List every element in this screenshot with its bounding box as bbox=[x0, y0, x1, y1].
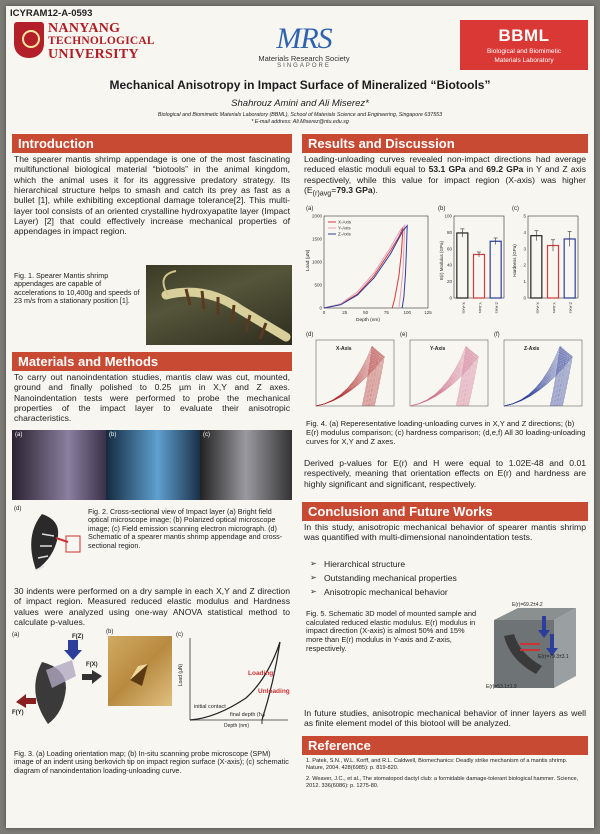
results-value-x: 79.3 GPa bbox=[336, 184, 373, 195]
fig4c-chart bbox=[512, 206, 584, 326]
poster-code: ICYRAM12-A-0593 bbox=[10, 8, 93, 19]
mrs-name: Materials Research Society bbox=[258, 54, 350, 63]
bundle-frame bbox=[410, 340, 488, 406]
fig4b-category-label: X-Axis bbox=[461, 302, 467, 314]
fig4a-xtick-label: 125 bbox=[424, 310, 432, 315]
fig4b-chart bbox=[438, 206, 508, 326]
results-text bbox=[304, 154, 586, 198]
mrs-city: SINGAPORE bbox=[277, 63, 331, 69]
fig3c-final-text: final depth (h bbox=[230, 712, 262, 718]
fig4c-frame bbox=[528, 216, 578, 298]
fig4b-ylabel: E(r) Modulus (GPa) bbox=[439, 240, 445, 281]
fig3c-final-close: ) bbox=[263, 712, 265, 718]
fig4c-category-label: X-Axis bbox=[535, 302, 541, 314]
orientation-diagram bbox=[12, 632, 104, 728]
fig3c-ylabel: Load (µN) bbox=[178, 663, 185, 687]
bullet-item: ➢ Hierarchical structure bbox=[310, 558, 510, 572]
bbml-logo bbox=[460, 20, 588, 70]
fig4a-xtick-label: 0 bbox=[322, 310, 326, 315]
fig4b-ytick-label: 20 bbox=[446, 279, 452, 285]
reference-list bbox=[306, 758, 586, 793]
fig2-label-c: (c) bbox=[203, 432, 210, 438]
fig4a-chart bbox=[306, 206, 434, 326]
fig4a-ytick-label: 1500 bbox=[311, 236, 322, 242]
fig4a-title: (a) bbox=[306, 206, 314, 212]
fig4c-ytick-label: 1 bbox=[523, 279, 526, 285]
fig4b-svg bbox=[438, 206, 508, 326]
results-value-z: 69.2 GPa bbox=[486, 164, 524, 175]
fig4c-ytick-label: 5 bbox=[523, 213, 526, 219]
fig3c-loading-label: Loading bbox=[248, 670, 274, 677]
fig4c-ytick-label: 2 bbox=[523, 262, 526, 268]
fig4d-label: X-Axis bbox=[336, 346, 352, 352]
fig4f-chart bbox=[494, 332, 586, 414]
bullet-item: ➢ Anisotropic mechanical behavior bbox=[310, 586, 510, 600]
fig4a-legend-label: X-Axis bbox=[338, 219, 352, 225]
fig4-panel bbox=[306, 206, 586, 418]
poster bbox=[6, 6, 594, 828]
bundle-frame bbox=[316, 340, 394, 406]
fig4a-ytick-label: 0 bbox=[319, 305, 322, 311]
fig4c-title: (c) bbox=[512, 206, 519, 212]
conclusion-heading: Conclusion and Future Works bbox=[302, 502, 588, 521]
fig2-caption: Fig. 2. Cross-sectional view of Impact layer (a) Bright field optical microscope image; (b) Polarized optical microscope image; (c) Field emission scanning electron micrograph. (d) Schematic of a spearer mantis shrimp appendage and cross-sectional region. bbox=[88, 507, 283, 550]
fig2a-brightfield bbox=[12, 430, 106, 500]
fig5-label-z: E(r)=69.2±4.2 bbox=[512, 602, 543, 608]
fig4b-category-label: Y-Axis bbox=[478, 302, 483, 314]
fig4a-legend-label: Y-Axis bbox=[338, 225, 351, 231]
results-text-b: in Y and Z axis respectively, while this value for impact region (X-axis) was higher (E bbox=[304, 164, 586, 195]
results-value-y: 53.1 GPa bbox=[428, 164, 466, 175]
future-text: In future studies, anisotropic mechanical behavior of inner layers as well as finite element model of this biotool will be analyzed. bbox=[304, 708, 586, 729]
fig2b-polarized bbox=[106, 430, 200, 500]
fig4b-category-label: Z-Axis bbox=[494, 302, 500, 314]
fig4a-xtick-label: 25 bbox=[342, 310, 348, 315]
fig5-label-y: E(r)=53.1±1.9 bbox=[486, 684, 517, 690]
fig4a-series-line bbox=[324, 226, 407, 308]
fig4e-chart bbox=[400, 332, 492, 414]
ntu-logo bbox=[48, 22, 155, 62]
bbml-sub2: Materials Laboratory bbox=[494, 57, 554, 65]
fig4a-xtick-label: 100 bbox=[403, 310, 411, 315]
fig4b-ytick-label: 80 bbox=[446, 229, 452, 235]
fig4a-xtick-label: 50 bbox=[363, 310, 369, 315]
fig4b-bar bbox=[474, 254, 485, 298]
fig3a-orientation-map bbox=[12, 632, 104, 728]
conclusion-text: In this study, anisotropic mechanical behavior of spearer mantis shrimp was quantified with multi-dimensional nanoindentation tests. bbox=[304, 522, 586, 543]
fig1-shrimp-photo bbox=[146, 265, 292, 345]
fig3c-final-sub: f bbox=[261, 714, 264, 720]
fig4c-category-label: Z-Axis bbox=[568, 302, 574, 314]
fig4-caption: Fig. 4. (a) Reperesentative loading-unloading curves in X,Y and Z directions; (b) E(r) modulus comparison; (c) hardness comparison; (d,e,f) All 30 loading-unloading curves for X,Y and Z axes. bbox=[306, 419, 586, 446]
fig4a-xtick-label: 75 bbox=[383, 310, 389, 315]
fig4d-chart bbox=[306, 332, 398, 414]
fig4c-category-label: Y-Axis bbox=[552, 302, 557, 314]
fig2-label-a: (a) bbox=[15, 432, 23, 438]
results-sub-r: (r)avg bbox=[312, 189, 332, 198]
fig4e-title: (e) bbox=[400, 332, 408, 338]
fig4b-ytick-label: 0 bbox=[449, 295, 452, 301]
mrs-logo bbox=[234, 24, 374, 69]
ntu-line1: NANYANG bbox=[48, 21, 121, 36]
fig4b-ytick-label: 60 bbox=[446, 246, 452, 252]
introduction-heading: Introduction bbox=[12, 134, 292, 153]
force-y-label: F(Y) bbox=[12, 710, 24, 716]
fig4a-ytick-label: 2000 bbox=[311, 213, 322, 219]
fig2c-sem bbox=[200, 430, 292, 500]
fig4c-ytick-label: 4 bbox=[523, 229, 526, 235]
fig3-label-b: (b) bbox=[106, 629, 114, 635]
fig4e-label: Y-Axis bbox=[430, 346, 446, 352]
bundle-curve bbox=[316, 348, 374, 406]
reference-heading: Reference bbox=[302, 736, 588, 755]
authors: Shahrouz Amini and Ali Miserez* bbox=[231, 98, 369, 109]
fig4e-svg bbox=[400, 332, 492, 414]
bullet-item: ➢ Outstanding mechanical properties bbox=[310, 572, 510, 586]
fig4f-svg bbox=[494, 332, 586, 414]
fig4a-svg bbox=[306, 206, 434, 326]
force-x-label: F(X) bbox=[86, 662, 98, 668]
fig4b-ytick-label: 100 bbox=[444, 213, 452, 219]
shrimp-drawing bbox=[146, 265, 292, 345]
results-heading: Results and Discussion bbox=[302, 134, 588, 153]
fig5-3d-model bbox=[484, 600, 588, 696]
results-text2: Derived p-values for E(r) and H were equal to 1.02E-48 and 0.01 respectively, meaning that orientation effects on E(r) and hardness are highly significant and significant, respectively. bbox=[304, 458, 586, 489]
methods-text1: To carry out nanoindentation studies, mantis claw was cut, mounted, ground and finally polished to 0.25 µm in X,Y and Z axes. Nanoindentation tests were performed to probe the mechanical properties of the impact layer to evaluate their anisotropic characteristics. bbox=[14, 372, 290, 424]
fig1-caption: Fig. 1. Spearer Mantis shrimp appendages are capable of accelerations to 10,400g and speeds of 23 m/s from a stationary position [1]. bbox=[14, 271, 140, 306]
results-text-and: and bbox=[465, 164, 487, 175]
fig4a-ytick-label: 500 bbox=[314, 282, 322, 288]
bbml-sub1: Biological and Biomimetic bbox=[486, 48, 562, 55]
fig4f-label: Z-Axis bbox=[524, 346, 540, 352]
indent-triangle-icon bbox=[108, 636, 172, 706]
appendage-claw-icon bbox=[14, 506, 84, 578]
fig3c-initial-label: initial contact bbox=[194, 704, 226, 710]
fig3-caption: Fig. 3. (a) Loading orientation map; (b) In-situ scanning probe microscope (SPM) image of an indent using berkovich tip on impact region surface (X-axis); (c) schematic diagram of nanoindentation loading-unloading curve. bbox=[14, 749, 289, 775]
results-text-a: Loading-unloading curves revealed non-impact directions had average reduced elastic moduli equal to bbox=[304, 154, 586, 175]
bundle-curve bbox=[504, 348, 562, 406]
force-z-label: F(Z) bbox=[72, 634, 84, 640]
fig4c-svg bbox=[512, 206, 584, 326]
affiliation-line: Biological and Biomimetic Materials Laboratory (BBML), School of Materials Science and Engineering, Singapore 637553 bbox=[157, 112, 443, 118]
ntu-line2: TECHNOLOGICAL bbox=[48, 35, 155, 48]
ntu-line3: UNIVERSITY bbox=[48, 46, 139, 62]
fig3c-unloading-label: Unloading bbox=[258, 688, 290, 695]
fig4c-ytick-label: 0 bbox=[523, 295, 526, 301]
fig4a-ylabel: Load (µN) bbox=[306, 249, 312, 272]
fig4a-legend-label: Z-Axis bbox=[338, 231, 351, 237]
conclusion-bullets bbox=[310, 558, 510, 599]
email-line: * E-mail address: Ali.Miserez@ntu.edu.sg bbox=[251, 118, 349, 125]
fig4b-title: (b) bbox=[438, 206, 446, 212]
bbml-title: BBML bbox=[498, 26, 550, 45]
affiliation bbox=[6, 112, 594, 126]
fig2d-appendage-schematic bbox=[14, 506, 84, 578]
fig4a-series-line bbox=[324, 225, 403, 309]
fig4c-bar bbox=[531, 236, 542, 298]
ntu-crest-icon bbox=[14, 22, 44, 58]
fig4d-svg bbox=[306, 332, 398, 414]
fig4a-xlabel: Depth (nm) bbox=[356, 318, 380, 323]
fig4c-ylabel: Hardness (GPa) bbox=[511, 244, 517, 277]
fig2-label-b: (b) bbox=[109, 432, 117, 438]
fig4b-frame bbox=[454, 216, 504, 298]
fig2-label-d: (d) bbox=[14, 506, 22, 512]
fig4c-ytick-label: 3 bbox=[523, 246, 526, 252]
fig4a-ytick-label: 1000 bbox=[311, 259, 322, 265]
fig2-images bbox=[12, 430, 292, 500]
mrs-letters: MRS bbox=[276, 22, 332, 55]
fig4b-ytick-label: 40 bbox=[446, 262, 452, 268]
fig4f-title: (f) bbox=[494, 332, 500, 338]
introduction-text: The spearer mantis shrimp appendage is one of the most fascinating multifunctional biological material “biotools” in the animal kingdom, which the animal uses it for its aggressive predatory strategy. Its hierarchical structure helps to smash and catch its prey as fast as a bullet [1], while exhibiting exceptional damage tolerance[2]. This multi-layer tool consists of an oriented crystalline hydroxyapatite layer (Impact Layer) [2] that could effectively increase mechanical properties of appendages in impact region. bbox=[14, 154, 290, 237]
poster-title: Mechanical Anisotropy in Impact Surface of Mineralized “Biotools” bbox=[109, 78, 491, 92]
fig4c-bar bbox=[548, 246, 559, 298]
fig3b-spm-image bbox=[106, 629, 172, 706]
fig3-label-a: (a) bbox=[12, 632, 20, 638]
results-text-d: ). bbox=[372, 184, 378, 195]
fig3c-final-label bbox=[230, 712, 265, 719]
fig4c-bar bbox=[564, 239, 575, 298]
methods-heading: Materials and Methods bbox=[12, 352, 292, 371]
results-text-c: = bbox=[331, 184, 337, 195]
fig3c-curve bbox=[176, 632, 292, 732]
methods-text2: 30 indents were performed on a dry sample in each X,Y and Z direction of impact region. Measured reduced elastic modulus and Hardness values were analyzed using one-way ANOVA statistical method to calculate p-values. bbox=[14, 586, 290, 627]
fig4b-bar bbox=[490, 241, 501, 298]
fig4b-bar bbox=[457, 233, 468, 298]
fig3c-xlabel: Depth (nm) bbox=[224, 723, 250, 729]
fig5-label-x: E(r)=79.3±3.1 bbox=[538, 654, 569, 660]
reference-item: 2. Weaver, J.C., et al., The stomatopod dactyl club: a formidable damage-tolerant biological hammer. Science, 2012. 336(6086): p. 1275-80. bbox=[306, 775, 579, 789]
fig5-caption: Fig. 5. Schematic 3D model of mounted sample and calculated reduced elastic modulus. E(r) modulus in impact direction (X-axis) is almost 50% and 15% more than E(r) modulus in Y-axis and Z-axis, respectively. bbox=[306, 609, 477, 653]
fig3-label-c: (c) bbox=[176, 632, 183, 638]
bundle-curve bbox=[410, 348, 468, 406]
bundle-frame bbox=[504, 340, 582, 406]
fig5-cube-svg bbox=[484, 600, 588, 696]
fig4d-title: (d) bbox=[306, 332, 314, 338]
fig4a-series-line bbox=[324, 225, 405, 308]
reference-item: 1. Patek, S.N., W.L. Korff, and R.L. Caldwell, Biomechanics: Deadly strike mechanism of a mantis shrimp. Nature, 2004. 428(6985): p. 819-820. bbox=[306, 758, 568, 772]
